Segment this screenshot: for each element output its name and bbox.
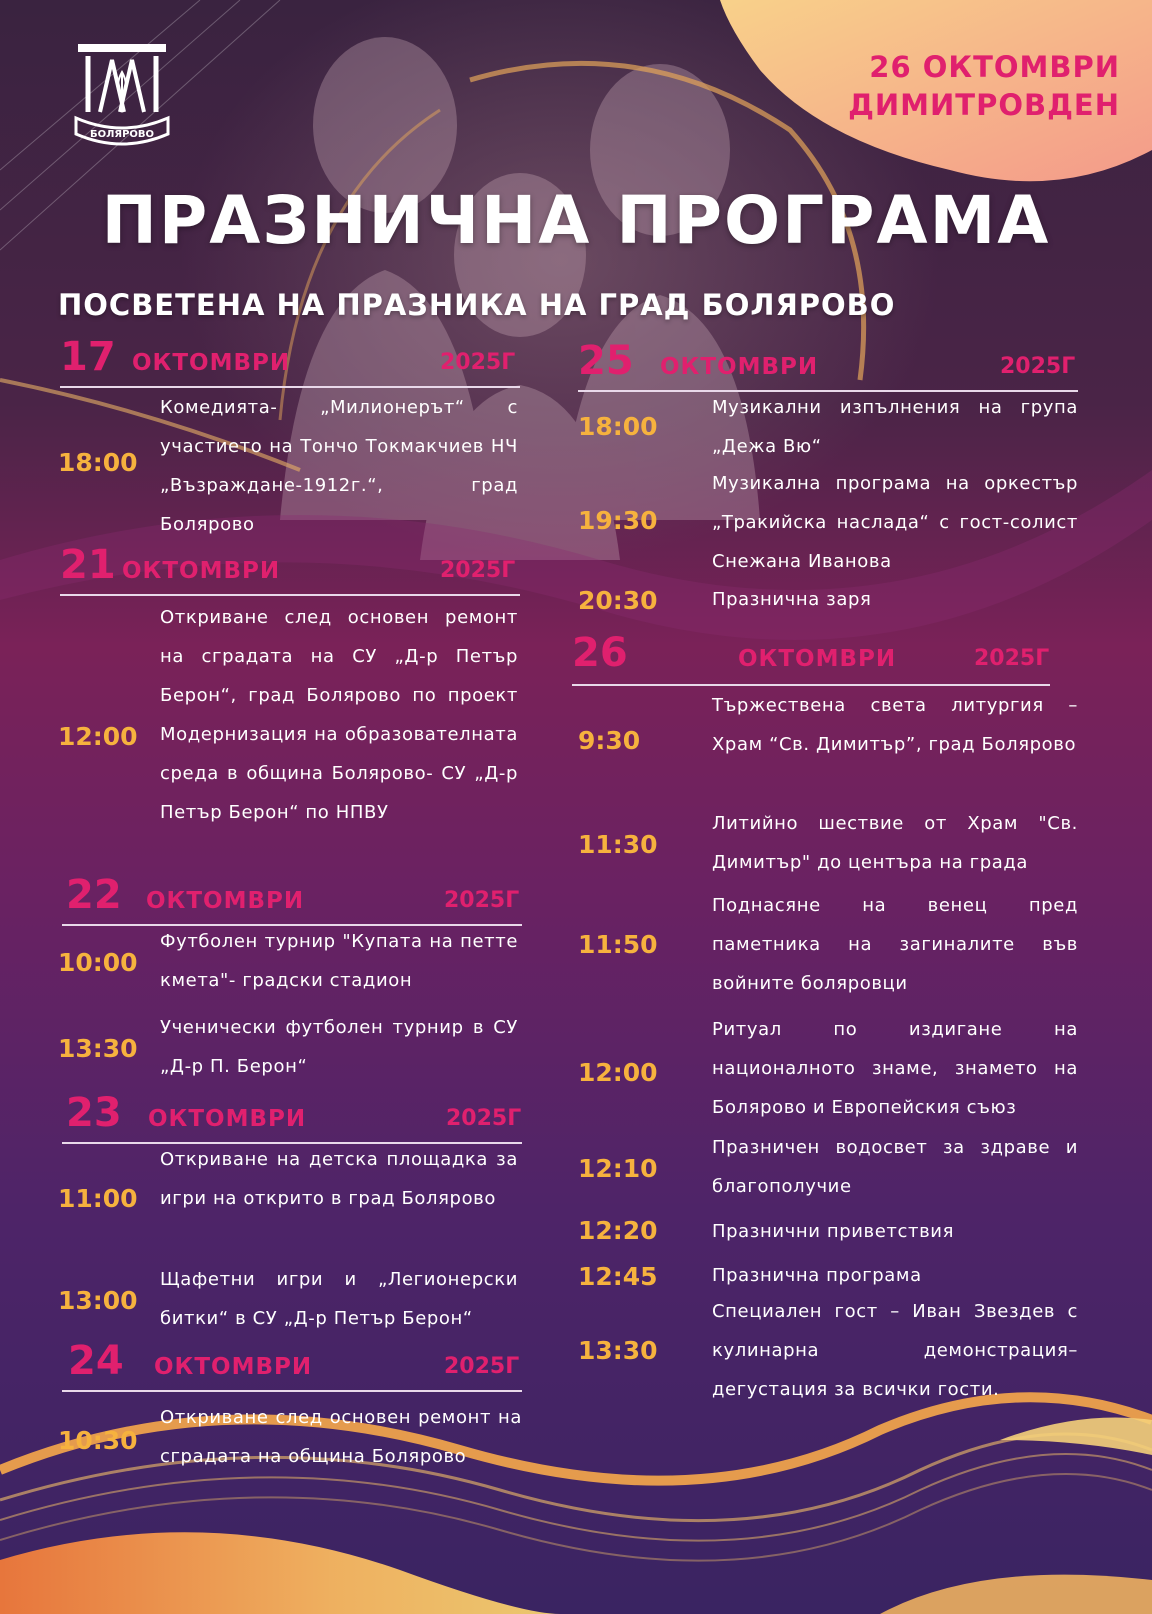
day-header-26	[572, 630, 1052, 678]
day-header-25	[578, 338, 1078, 386]
event-time: 13:30	[58, 1034, 138, 1063]
event-time: 11:00	[58, 1184, 138, 1213]
day-month: ОКТОМВРИ	[148, 1106, 307, 1132]
event-description: Футболен турнир "Купата на петте кмета"- градски стадион	[160, 931, 518, 991]
day-month: ОКТОМВРИ	[154, 1354, 313, 1380]
event-description: Празнични приветствия	[712, 1221, 955, 1242]
logo-text: БОЛЯРОВО	[89, 129, 155, 140]
date-line-2: ДИМИТРОВДЕН	[848, 88, 1120, 122]
day-year: 2025Г	[444, 1354, 520, 1379]
day-year: 2025Г	[1000, 354, 1076, 379]
page-title: ПРАЗНИЧНА ПРОГРАМА	[101, 182, 1051, 259]
event-time: 12:45	[578, 1262, 658, 1291]
event-description: Тържествена света литургия – Храм “Св. Димитър”, град Болярово	[712, 695, 1078, 755]
event-description: Празничен водосвет за здраве и благополучие	[712, 1137, 1078, 1197]
event-description: Литийно шествие от Храм "Св. Димитър" до центъра на града	[712, 813, 1078, 873]
event-time: 12:20	[578, 1216, 658, 1245]
event-time: 20:30	[578, 586, 658, 615]
event-time: 19:30	[578, 506, 658, 535]
event-time: 12:10	[578, 1154, 658, 1183]
date-corner	[780, 48, 1120, 124]
day-month: ОКТОМВРИ	[122, 558, 281, 584]
day-number: 23	[66, 1090, 122, 1136]
date-line-1: 26 ОКТОМВРИ	[869, 50, 1120, 84]
event-description: Музикална програма на оркестър „Тракийска наслада“ с гост-солист Снежана Иванова	[712, 473, 1078, 572]
day-header-24	[62, 1338, 522, 1386]
event-description: Откриване след основен ремонт на сградата на община Болярово	[160, 1407, 522, 1467]
day-divider	[62, 1390, 522, 1392]
day-number: 21	[60, 542, 116, 588]
day-year: 2025Г	[444, 888, 520, 913]
day-year: 2025Г	[440, 558, 516, 583]
event-description: Музикални изпълнения на група „Дежа Вю“	[712, 397, 1078, 457]
day-number: 26	[572, 630, 628, 676]
event-time: 12:00	[578, 1058, 658, 1087]
event-time: 13:00	[58, 1286, 138, 1315]
day-number: 24	[68, 1338, 124, 1384]
event-description: Щафетни игри и „Легионерски битки“ в СУ „Д-р Петър Берон“	[160, 1269, 518, 1329]
day-month: ОКТОМВРИ	[738, 646, 897, 672]
day-header-22	[62, 872, 522, 920]
day-number: 17	[60, 334, 116, 380]
day-month: ОКТОМВРИ	[132, 350, 291, 376]
event-description: Празнична програма	[712, 1265, 922, 1286]
event-description: Специален гост – Иван Звездев с кулинарна демонстрация–дегустация за всички гости.	[712, 1301, 1078, 1400]
event-time: 12:00	[58, 722, 138, 751]
day-month: ОКТОМВРИ	[146, 888, 305, 914]
event-description: Откриване на детска площадка за игри на открито в град Болярово	[160, 1149, 518, 1209]
event-description: Ученически футболен турнир в СУ „Д-р П. Берон“	[160, 1017, 518, 1077]
event-time: 11:50	[578, 930, 658, 959]
day-header-17	[60, 334, 520, 382]
event-description: Празнична заря	[712, 589, 872, 610]
day-number: 25	[578, 338, 634, 384]
day-number: 22	[66, 872, 122, 918]
event-time: 10:30	[58, 1426, 138, 1455]
event-time: 11:30	[578, 830, 658, 859]
boliarovo-logo	[70, 42, 174, 152]
event-description: Откриване след основен ремонт на сградата на СУ „Д-р Петър Берон“, град Болярово по проект Модернизация на образователната среда в община Болярово- СУ „Д-р Петър Берон“ по НПВУ	[160, 607, 518, 823]
event-description: Комедията- „Милионерът“ с участието на Тончо Токмакчиев НЧ „Възраждане-1912г.“, град Болярово	[160, 397, 518, 535]
day-divider	[60, 594, 520, 596]
day-month: ОКТОМВРИ	[660, 354, 819, 380]
event-time: 18:00	[578, 412, 658, 441]
event-time: 10:00	[58, 948, 138, 977]
event-description: Поднасяне на венец пред паметника на загиналите във войните боляровци	[712, 895, 1078, 994]
day-year: 2025Г	[974, 646, 1050, 671]
event-time: 9:30	[578, 726, 641, 755]
day-header-23	[62, 1090, 522, 1138]
event-time: 18:00	[58, 448, 138, 477]
day-year: 2025Г	[440, 350, 516, 375]
event-description: Ритуал по издигане на националното знаме, знамето на Болярово и Европейския съюз	[712, 1019, 1078, 1118]
event-time: 13:30	[578, 1336, 658, 1365]
page-subtitle: ПОСВЕТЕНА НА ПРАЗНИКА НА ГРАД БОЛЯРОВО	[58, 288, 896, 322]
day-header-21	[60, 542, 520, 590]
day-year: 2025Г	[446, 1106, 522, 1131]
